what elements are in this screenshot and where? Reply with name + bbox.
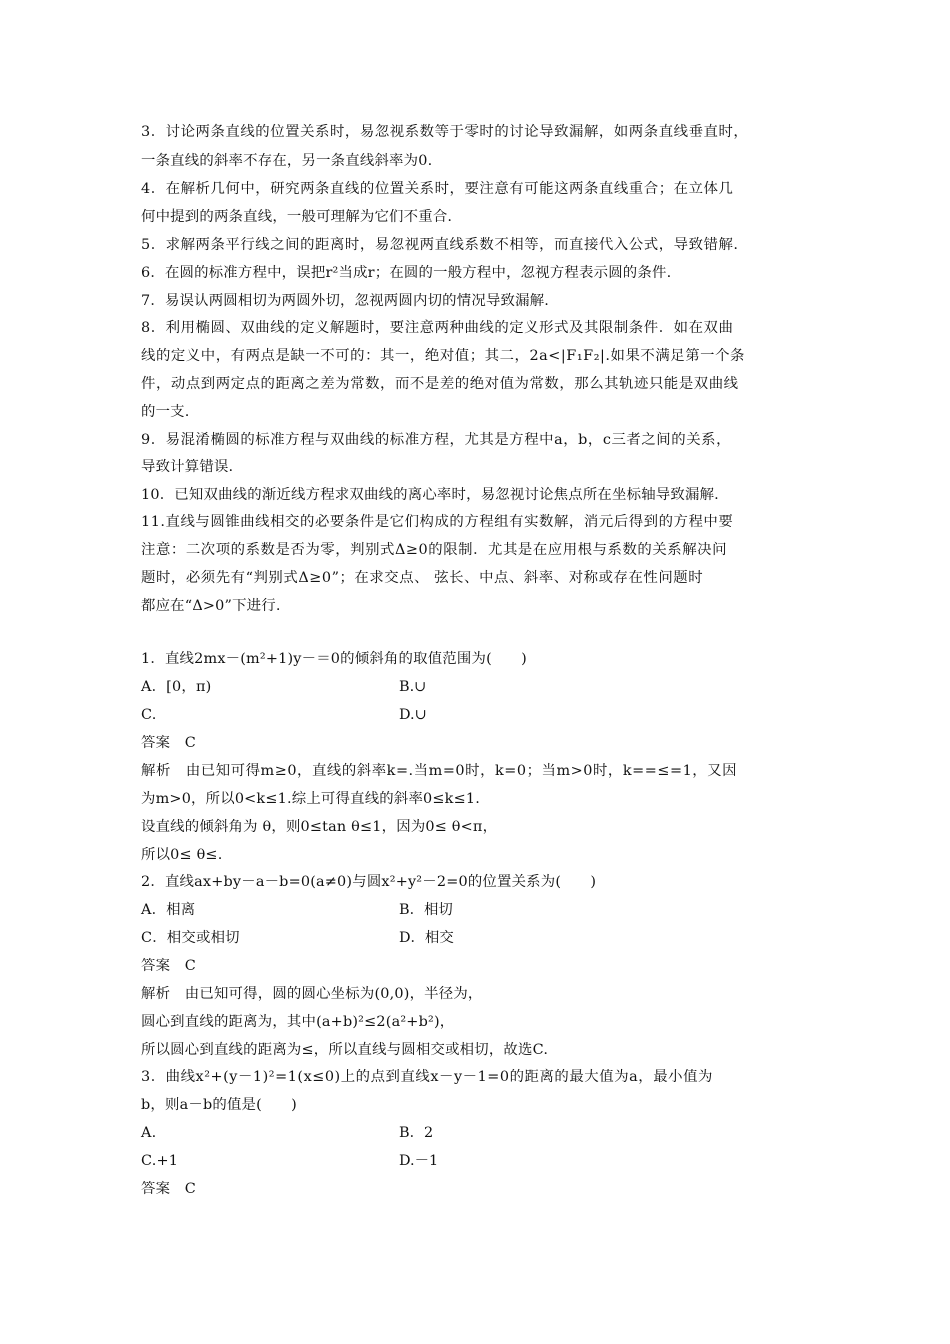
note-line: 5．求解两条平行线之间的距离时，易忽视两直线系数不相等，而直接代入公式，导致错解. <box>141 237 739 253</box>
note-line: 9．易混淆椭圆的标准方程与双曲线的标准方程，尤其是方程中a，b，c三者之间的关系， <box>141 432 732 448</box>
question-1-option-d: D.∪ <box>399 707 427 723</box>
note-line: 件，动点到两定点的距离之差为常数，而不是差的绝对值为常数，那么其轨迹只能是双曲线 <box>141 376 739 392</box>
note-line: 题时，必须先有“判别式Δ≥0”；在求交点、 弦长、中点、斜率、对称或存在性问题时 <box>141 570 704 586</box>
question-1-analysis-line: 所以0≤ θ≤. <box>141 847 223 863</box>
question-2-option-b: B．相切 <box>399 902 453 918</box>
question-1-option-b: B.∪ <box>399 679 427 695</box>
question-2-stem: 2．直线ax+by－a－b=0(a≠0)与圆x²+y²－2=0的位置关系为( ) <box>141 874 597 890</box>
question-2-analysis-line: 所以圆心到直线的距离为≤，所以直线与圆相交或相切，故选C. <box>141 1042 549 1058</box>
question-2-analysis-line: 解析 由已知可得，圆的圆心坐标为(0,0)，半径为， <box>141 986 483 1002</box>
note-line: 线的定义中，有两点是缺一不可的：其一，绝对值；其二，2a<|F₁F₂|.如果不满足第一个条 <box>141 348 745 364</box>
note-line: 的一支. <box>141 404 190 420</box>
question-3-answer: 答案 C <box>141 1181 196 1197</box>
question-1-analysis-line: 解析 由已知可得m≥0，直线的斜率k=.当m=0时，k=0；当m>0时，k==≤=1，又因 <box>141 763 738 779</box>
question-3-option-c: C.+1 <box>141 1153 179 1169</box>
question-3-option-a: A. <box>141 1125 157 1141</box>
note-line: 3．讨论两条直线的位置关系时，易忽视系数等于零时的讨论导致漏解，如两条直线垂直时， <box>141 124 749 140</box>
note-line: 7．易误认两圆相切为两圆外切，忽视两圆内切的情况导致漏解. <box>141 293 550 309</box>
question-3-option-b: B．2 <box>399 1125 434 1141</box>
question-1-analysis-line: 设直线的倾斜角为 θ，则0≤tan θ≤1，因为0≤ θ<π， <box>141 819 498 835</box>
note-line: 11.直线与圆锥曲线相交的必要条件是它们构成的方程组有实数解，消元后得到的方程中要 <box>141 514 734 530</box>
question-1-option-c: C. <box>141 707 157 723</box>
question-2-answer: 答案 C <box>141 958 196 974</box>
note-line: 4．在解析几何中，研究两条直线的位置关系时，要注意有可能这两条直线重合；在立体几 <box>141 181 734 197</box>
note-line: 导致计算错误. <box>141 459 234 475</box>
question-1-analysis-line: 为m>0，所以0<k≤1.综上可得直线的斜率0≤k≤1. <box>141 791 480 807</box>
note-line: 6．在圆的标准方程中，误把r²当成r；在圆的一般方程中，忽视方程表示圆的条件. <box>141 265 672 281</box>
note-line: 注意：二次项的系数是否为零，判别式Δ≥0的限制．尤其是在应用根与系数的关系解决问 <box>141 542 728 558</box>
note-line: 何中提到的两条直线，一般可理解为它们不重合. <box>141 209 453 225</box>
question-2-option-d: D．相交 <box>399 930 454 946</box>
question-3-stem: b，则a－b的值是( ) <box>141 1097 297 1113</box>
question-3-option-d: D.－1 <box>399 1153 439 1169</box>
note-line: 都应在“Δ>0”下进行. <box>141 598 281 614</box>
note-line: 8．利用椭圆、双曲线的定义解题时，要注意两种曲线的定义形式及其限制条件．如在双曲 <box>141 320 734 336</box>
question-2-option-a: A．相离 <box>141 902 196 918</box>
question-3-stem: 3．曲线x²+(y－1)²=1(x≤0)上的点到直线x－y－1=0的距离的最大值为a，最小值为 <box>141 1069 713 1085</box>
note-line: 一条直线的斜率不存在，另一条直线斜率为0. <box>141 153 433 169</box>
question-1-stem: 1．直线2mx－(m²+1)y－＝0的倾斜角的取值范围为( ) <box>141 651 527 667</box>
question-2-option-c: C．相交或相切 <box>141 930 240 946</box>
note-line: 10．已知双曲线的渐近线方程求双曲线的离心率时，易忽视讨论焦点所在坐标轴导致漏解. <box>141 487 719 503</box>
question-1-option-a: A．[0，π) <box>141 679 212 695</box>
question-1-answer: 答案 C <box>141 735 196 751</box>
question-2-analysis-line: 圆心到直线的距离为，其中(a+b)²≤2(a²+b²)， <box>141 1014 455 1030</box>
